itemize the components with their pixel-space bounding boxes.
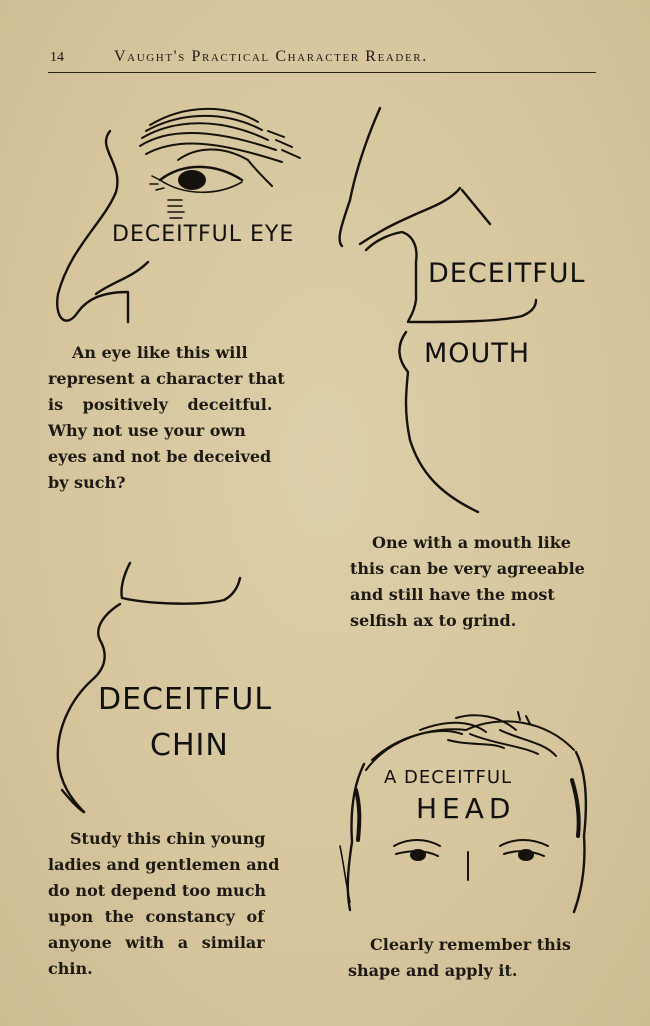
running-title: Vaught's Practical Character Reader. bbox=[114, 48, 428, 65]
caption-line: An eye like this will bbox=[72, 343, 248, 362]
caption-line: chin. bbox=[48, 959, 93, 978]
page-number: 14 bbox=[50, 50, 64, 65]
label-deceitful-chin-line2: CHIN bbox=[150, 728, 229, 763]
caption-line: Clearly remember this bbox=[370, 935, 571, 954]
caption-eye bbox=[48, 340, 294, 496]
eye-icon bbox=[150, 149, 272, 218]
caption-line: anyone with a similar bbox=[48, 933, 265, 952]
caption-line: Why not use your own bbox=[48, 421, 246, 440]
deceitful-mouth-drawing bbox=[340, 108, 536, 512]
eyebrow-icon bbox=[140, 109, 300, 162]
label-deceitful-head-line1: A DECEITFUL bbox=[384, 767, 513, 788]
label-deceitful-mouth-line2: MOUTH bbox=[424, 338, 531, 369]
caption-line: and still have the most bbox=[350, 585, 555, 604]
caption-line: upon the constancy of bbox=[48, 907, 265, 926]
caption-line: this can be very agreeable bbox=[350, 559, 585, 578]
caption-line: is positively deceitful. bbox=[48, 395, 273, 414]
eyes-icon bbox=[394, 840, 548, 860]
caption-line: represent a character that bbox=[48, 369, 285, 388]
hair-icon bbox=[366, 712, 574, 770]
caption-line: shape and apply it. bbox=[348, 961, 518, 980]
caption-line: ladies and gentlemen and bbox=[48, 855, 280, 874]
label-deceitful-eye: DECEITFUL EYE bbox=[112, 222, 295, 247]
label-deceitful-head-line2: HEAD bbox=[416, 792, 516, 825]
caption-line: by such? bbox=[48, 473, 126, 492]
label-deceitful-chin-line1: DECEITFUL bbox=[98, 682, 273, 717]
caption-chin bbox=[48, 826, 296, 982]
label-deceitful-mouth-line1: DECEITFUL bbox=[428, 258, 586, 289]
caption-mouth bbox=[350, 530, 600, 634]
deceitful-eye-drawing bbox=[57, 109, 300, 322]
caption-head bbox=[348, 932, 598, 984]
caption-line: eyes and not be deceived bbox=[48, 447, 272, 466]
caption-line: do not depend too much bbox=[48, 881, 267, 900]
caption-line: One with a mouth like bbox=[372, 533, 571, 552]
caption-line: selfish ax to grind. bbox=[350, 611, 517, 630]
caption-line: Study this chin young bbox=[70, 829, 266, 848]
